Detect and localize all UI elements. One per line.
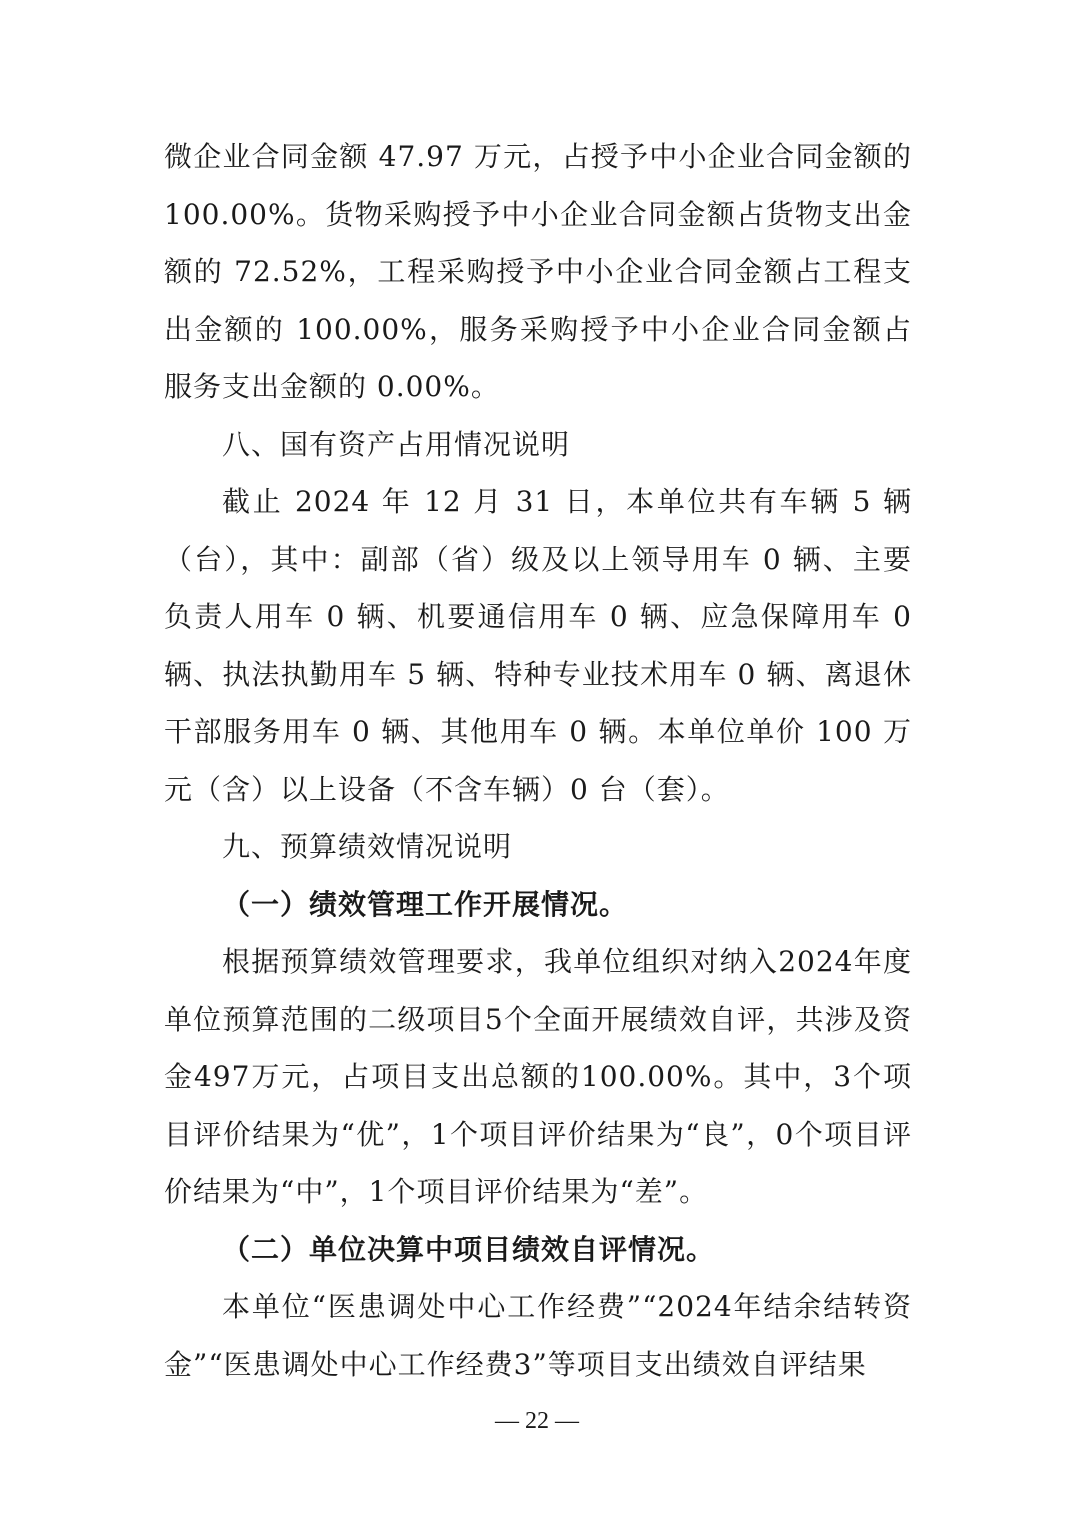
page-number: — 22 — [495, 1408, 579, 1434]
subsection2-body: 本单位“医患调处中心工作经费”“2024年结余结转资金”“医患调处中心工作经费3”等项目支出绩效自评结果 [164, 1290, 912, 1381]
subsection1-body: 根据预算绩效管理要求，我单位组织对纳入2024年度单位预算范围的二级项目5个全面开展绩效自评，共涉及资金497万元，占项目支出总额的100.00%。其中，3个项目评价结果为“优”，1个项目评价结果为“良”，0个项目评价结果为“中”，1个项目评价结果为“差”。 [164, 945, 912, 1208]
paragraph-procurement-continued: 微企业合同金额 47.97 万元，占授予中小企业合同金额的 100.00%。货物采购授予中小企业合同金额占货物支出金额的 72.52%，工程采购授予中小企业合同金额占工程支出金额的 100.00%，服务采购授予中小企业合同金额占服务支出金额的 0.00%。 [164, 140, 912, 403]
subsection1-heading: （一）绩效管理工作开展情况。 [222, 887, 629, 921]
section9-heading: 九、预算绩效情况说明 [222, 830, 513, 863]
subsection2-heading: （二）单位决算中项目绩效自评情况。 [222, 1232, 716, 1266]
section8-heading: 八、国有资产占用情况说明 [222, 427, 571, 461]
document-body [164, 128, 912, 1393]
section8-body: 截止 2024 年 12 月 31 日，本单位共有车辆 5 辆（台），其中：副部（省）级及以上领导用车 0 辆、主要负责人用车 0 辆、机要通信用车 0 辆、应急保障用车 0 辆、执法执勤用车 5 辆、特种专业技术用车 0 辆、离退休干部服务用车 0 辆、其他用车 0 辆。本单位单价 100 万元（含）以上设备（不含车辆）0 台（套）。 [164, 485, 912, 806]
